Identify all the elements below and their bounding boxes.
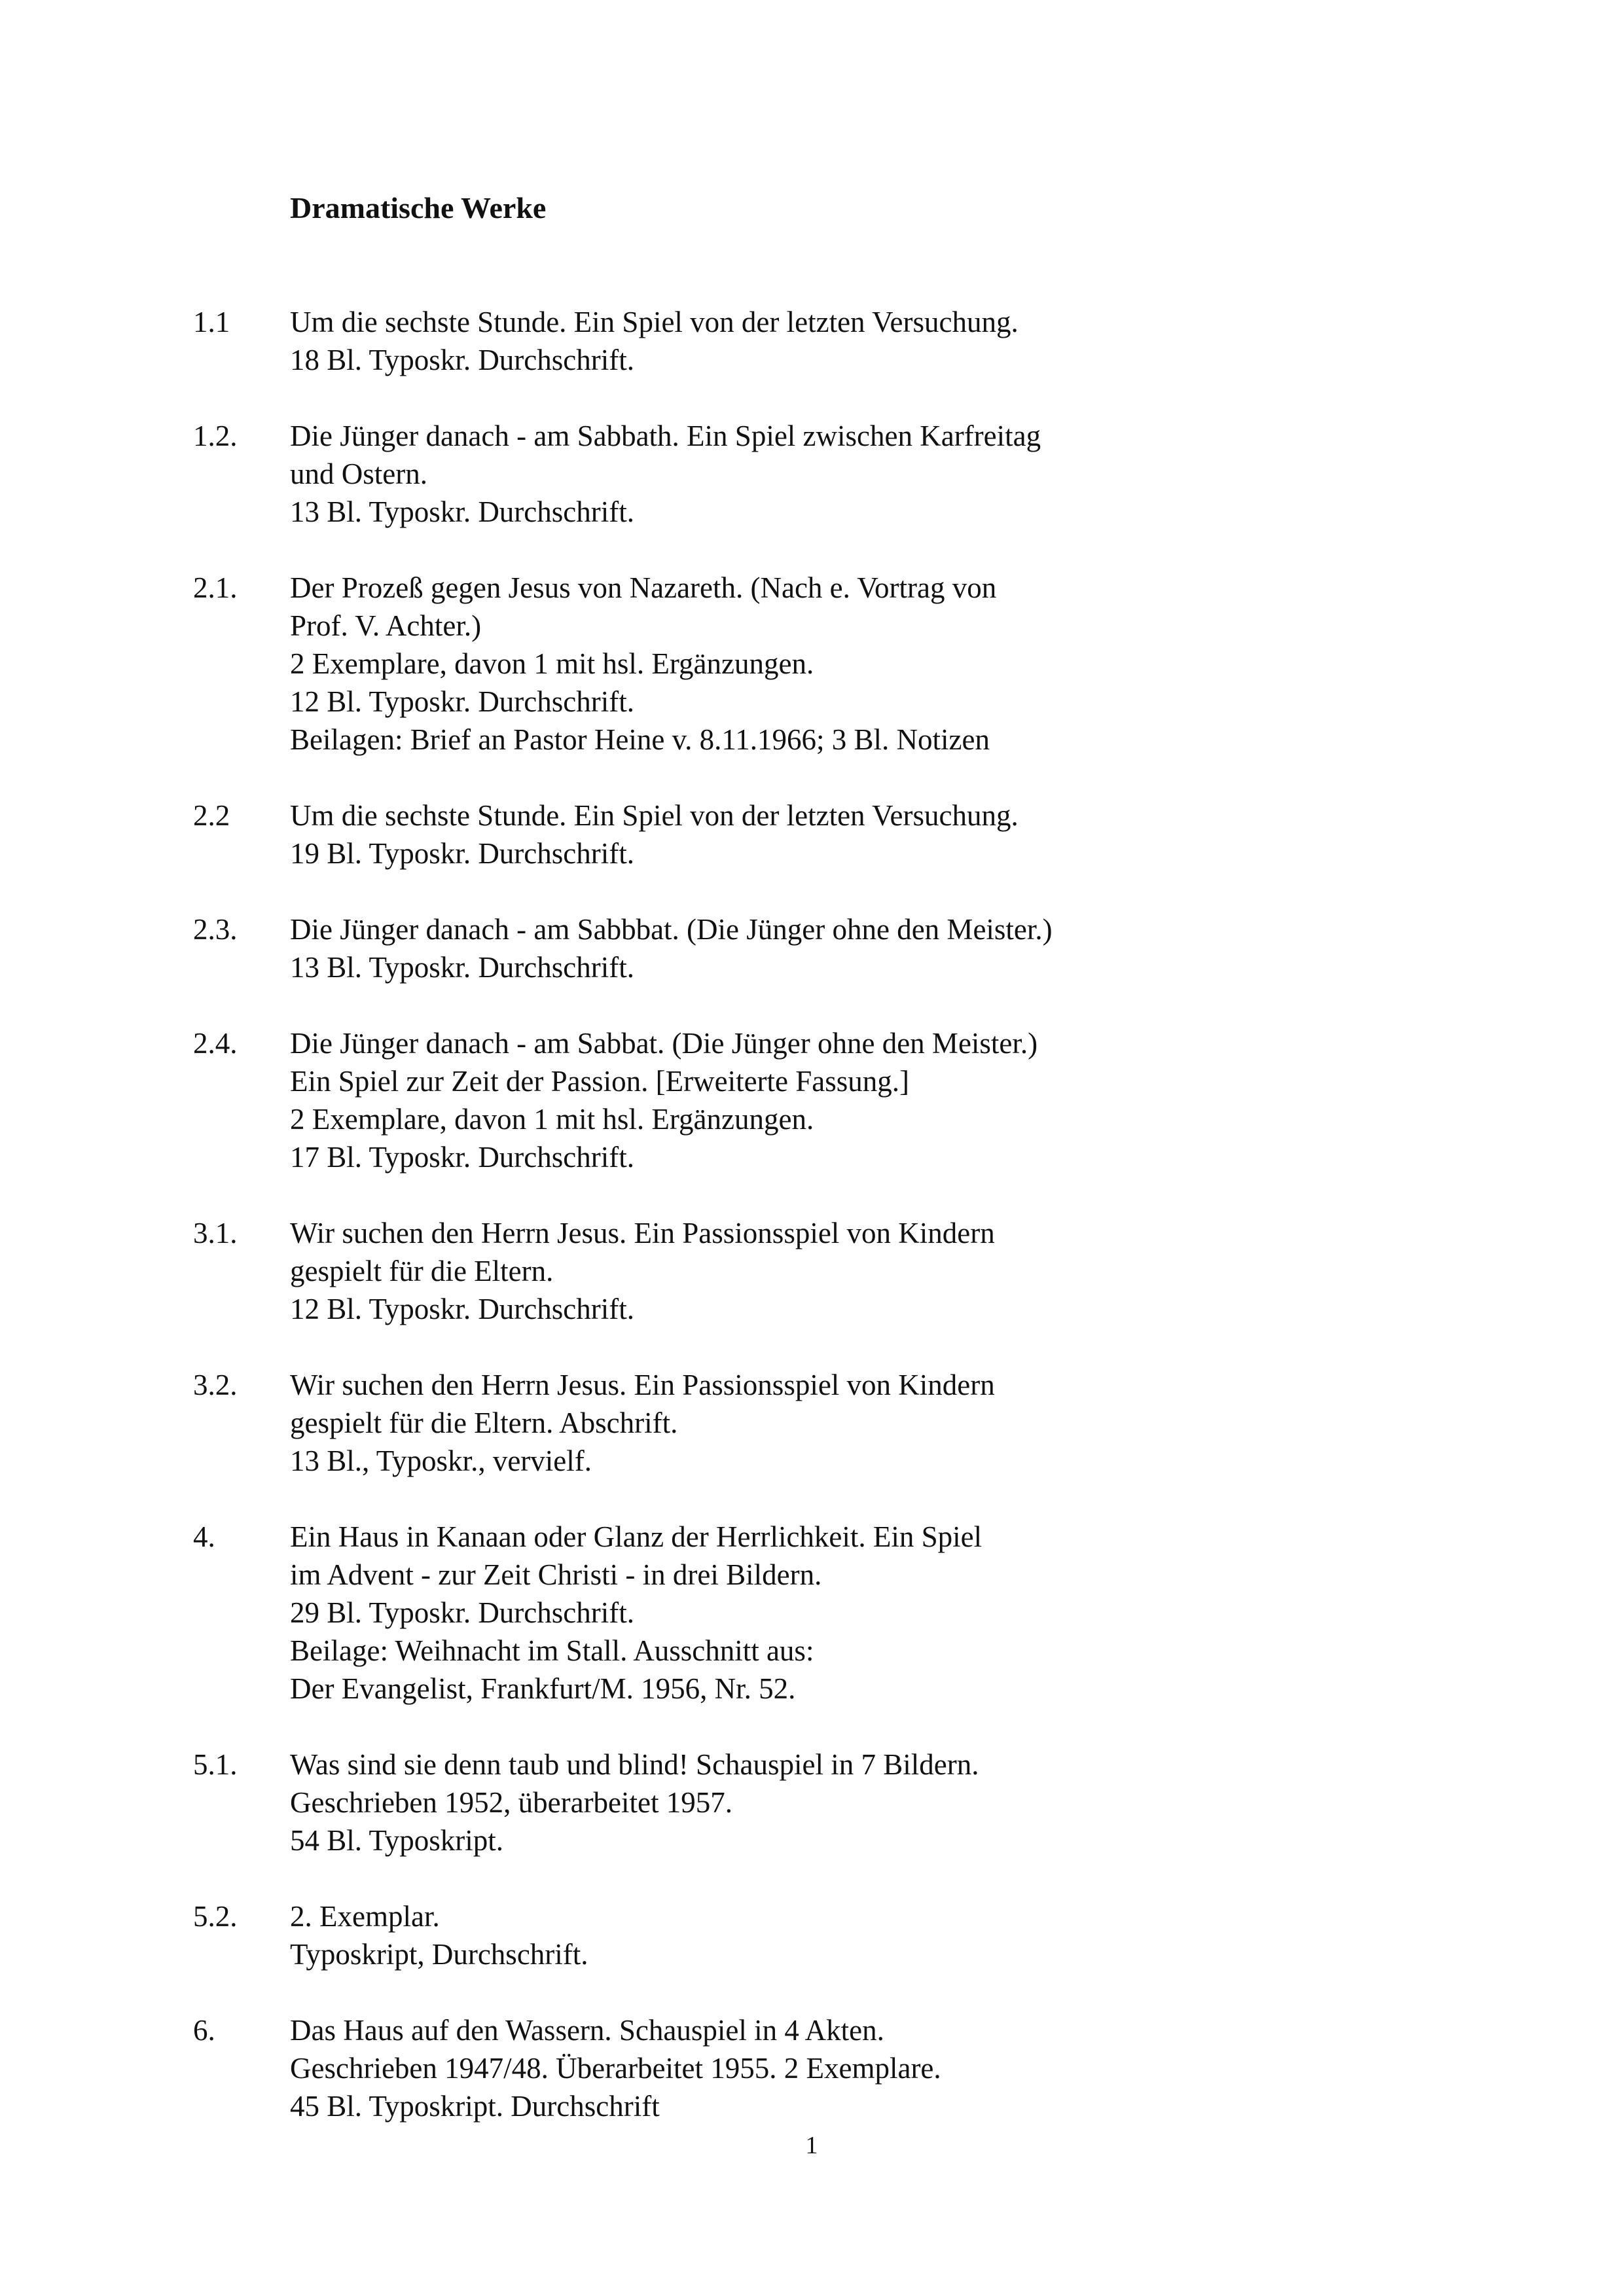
- entry-line: gespielt für die Eltern.: [290, 1255, 554, 1287]
- entry-number: 3.1.: [193, 1217, 238, 1249]
- entry-line: 13 Bl. Typoskr. Durchschrift.: [290, 495, 634, 528]
- entry-line: 54 Bl. Typoskript.: [290, 1824, 504, 1857]
- entry-list: [0, 303, 1624, 2163]
- entry-line: 19 Bl. Typoskr. Durchschrift.: [290, 837, 634, 870]
- entry-description: [290, 2011, 1624, 2125]
- entry-number: 2.2: [193, 799, 230, 832]
- entry-description: [290, 1897, 1624, 1973]
- entry-line: im Advent - zur Zeit Christi - in drei Bildern.: [290, 1558, 822, 1591]
- entry-line: Was sind sie denn taub und blind! Schauspiel in 7 Bildern.: [290, 1748, 979, 1781]
- entry-line: 12 Bl. Typoskr. Durchschrift.: [290, 1293, 634, 1325]
- page-number: 1: [805, 2132, 818, 2159]
- page-title: Dramatische Werke: [290, 191, 547, 224]
- list-item: [0, 1746, 1624, 1859]
- entry-line: Geschrieben 1947/48. Überarbeitet 1955. 2 Exemplare.: [290, 2052, 941, 2085]
- entry-description: [290, 1214, 1624, 1328]
- entry-line: Typoskript, Durchschrift.: [290, 1938, 588, 1971]
- entry-line: Die Jünger danach - am Sabbath. Ein Spiel zwischen Karfreitag: [290, 420, 1041, 452]
- entry-line: 13 Bl. Typoskr. Durchschrift.: [290, 951, 634, 984]
- entry-number: 4.: [193, 1520, 215, 1553]
- entry-line: 29 Bl. Typoskr. Durchschrift.: [290, 1596, 634, 1629]
- entry-description: [290, 797, 1624, 872]
- entry-number: 1.2.: [193, 420, 238, 452]
- entry-line: Der Evangelist, Frankfurt/M. 1956, Nr. 52.: [290, 1672, 796, 1705]
- entry-line: Um die sechste Stunde. Ein Spiel von der letzten Versuchung.: [290, 799, 1019, 832]
- entry-line: 45 Bl. Typoskript. Durchschrift: [290, 2090, 660, 2123]
- entry-description: [290, 569, 1624, 759]
- entry-number: 2.4.: [193, 1027, 238, 1060]
- entry-line: 2. Exemplar.: [290, 1900, 440, 1933]
- entry-line: Ein Spiel zur Zeit der Passion. [Erweiterte Fassung.]: [290, 1065, 910, 1098]
- entry-number: 5.2.: [193, 1900, 238, 1933]
- entry-number: 5.1.: [193, 1748, 238, 1781]
- entry-description: [290, 1366, 1624, 1480]
- entry-number: 6.: [193, 2014, 215, 2047]
- entry-description: [290, 1024, 1624, 1176]
- list-item: [0, 1024, 1624, 1176]
- entry-line: Wir suchen den Herrn Jesus. Ein Passionsspiel von Kindern: [290, 1369, 995, 1401]
- list-item: [0, 303, 1624, 379]
- entry-number: 2.1.: [193, 571, 238, 604]
- entry-line: Beilagen: Brief an Pastor Heine v. 8.11.1966; 3 Bl. Notizen: [290, 723, 990, 756]
- list-item: [0, 1214, 1624, 1328]
- entry-number: 1.1: [193, 306, 230, 338]
- entry-line: Die Jünger danach - am Sabbat. (Die Jünger ohne den Meister.): [290, 1027, 1038, 1060]
- list-item: [0, 2011, 1624, 2125]
- entry-line: Das Haus auf den Wassern. Schauspiel in 4 Akten.: [290, 2014, 884, 2047]
- entry-number: 3.2.: [193, 1369, 238, 1401]
- entry-line: 18 Bl. Typoskr. Durchschrift.: [290, 344, 634, 376]
- entry-line: und Ostern.: [290, 457, 427, 490]
- list-item: [0, 910, 1624, 986]
- entry-line: Die Jünger danach - am Sabbbat. (Die Jünger ohne den Meister.): [290, 913, 1053, 946]
- entry-line: Beilage: Weihnacht im Stall. Ausschnitt aus:: [290, 1634, 814, 1667]
- list-item: [0, 1518, 1624, 1708]
- entry-line: 13 Bl., Typoskr., vervielf.: [290, 1444, 592, 1477]
- list-item: [0, 1366, 1624, 1480]
- entry-description: [290, 1746, 1624, 1859]
- list-item: [0, 797, 1624, 872]
- entry-number: 2.3.: [193, 913, 238, 946]
- entry-line: 2 Exemplare, davon 1 mit hsl. Ergänzungen.: [290, 1103, 814, 1136]
- entry-line: 17 Bl. Typoskr. Durchschrift.: [290, 1141, 634, 1174]
- entry-line: Prof. V. Achter.): [290, 609, 482, 642]
- list-item: [0, 569, 1624, 759]
- entry-line: Ein Haus in Kanaan oder Glanz der Herrlichkeit. Ein Spiel: [290, 1520, 983, 1553]
- entry-line: Der Prozeß gegen Jesus von Nazareth. (Nach e. Vortrag von: [290, 571, 997, 604]
- entry-description: [290, 1518, 1624, 1708]
- entry-line: Geschrieben 1952, überarbeitet 1957.: [290, 1786, 733, 1819]
- entry-line: 12 Bl. Typoskr. Durchschrift.: [290, 685, 634, 718]
- list-item: [0, 1897, 1624, 1973]
- entry-description: [290, 417, 1624, 531]
- list-item: [0, 417, 1624, 531]
- entry-line: Um die sechste Stunde. Ein Spiel von der letzten Versuchung.: [290, 306, 1019, 338]
- entry-description: [290, 910, 1624, 986]
- entry-line: 2 Exemplare, davon 1 mit hsl. Ergänzungen.: [290, 647, 814, 680]
- entry-line: Wir suchen den Herrn Jesus. Ein Passionsspiel von Kindern: [290, 1217, 995, 1249]
- entry-description: [290, 303, 1624, 379]
- entry-line: gespielt für die Eltern. Abschrift.: [290, 1407, 678, 1439]
